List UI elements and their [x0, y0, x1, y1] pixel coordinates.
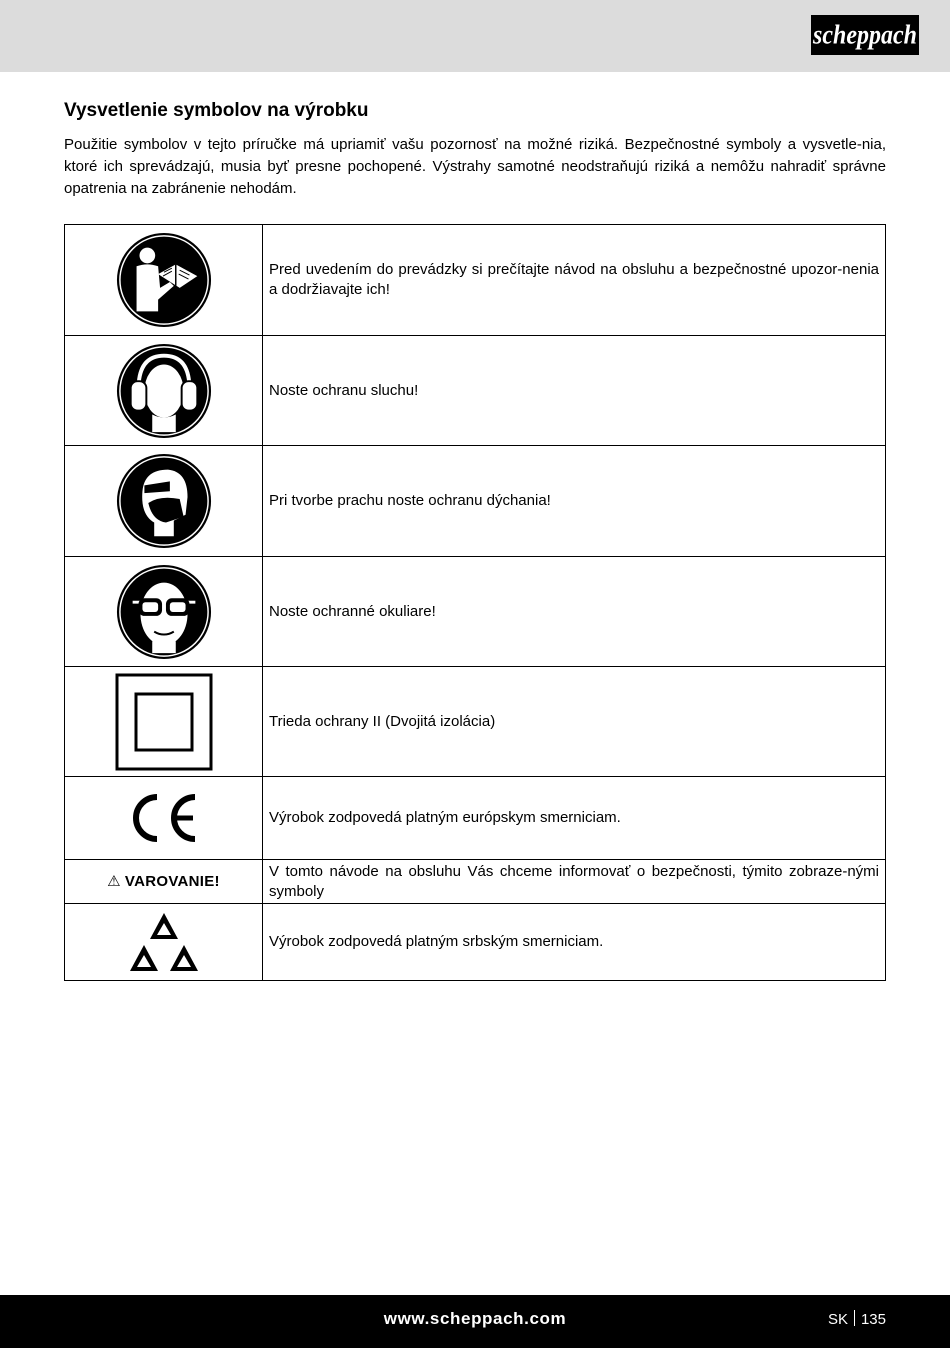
- page-number-value: 135: [860, 1311, 886, 1328]
- language-code: SK: [827, 1311, 848, 1328]
- row-text: Pri tvorbe prachu noste ochranu dýchania!: [263, 446, 886, 557]
- table-row: [65, 777, 886, 860]
- table-row: [65, 667, 886, 777]
- table-row: [65, 557, 886, 667]
- read-manual-icon: [115, 231, 213, 329]
- footer-url: www.scheppach.com: [383, 1309, 567, 1328]
- header-band: [0, 0, 950, 72]
- row-text: Trieda ochrany II (Dvojitá izolácia): [263, 667, 886, 777]
- respiratory-protection-icon: [115, 452, 213, 550]
- warning-label-text: VAROVANIE!: [124, 873, 220, 890]
- double-insulation-icon: [115, 673, 213, 771]
- ce-mark-icon: [129, 793, 199, 843]
- page-number: [828, 1310, 886, 1328]
- icon-cell: [65, 904, 263, 981]
- row-text: V tomto návode na obsluhu Vás chceme informovať o bezpečnosti, týmito zobraze-nými symboly: [263, 860, 886, 904]
- table-row: [65, 860, 886, 904]
- serbian-conformity-icon: [126, 909, 202, 975]
- icon-cell: [65, 667, 263, 777]
- intro-paragraph: Použitie symbolov v tejto príručke má upriamiť vašu pozornosť na možné riziká. Bezpečnostné symboly a vysvetle-nia, ktoré ich sprevádzajú, musia byť presne pochopené. Výstrahy samotné neodstraňujú riziká a nemôžu nahradiť správne opatrenia na zabránenie nehodám.: [64, 136, 886, 197]
- page-title: Vysvetlenie symbolov na výrobku: [64, 100, 369, 121]
- row-text: Výrobok zodpovedá platným srbským smerniciam.: [263, 904, 886, 981]
- row-text: Noste ochranné okuliare!: [263, 557, 886, 667]
- svg-text:scheppach: scheppach: [813, 19, 917, 51]
- table-row: [65, 336, 886, 446]
- row-text: Výrobok zodpovedá platným európskym smerniciam.: [263, 777, 886, 860]
- icon-cell: [65, 336, 263, 446]
- warning-triangle-icon: ⚠: [107, 873, 121, 890]
- row-text: Noste ochranu sluchu!: [263, 336, 886, 446]
- icon-cell: [65, 860, 263, 904]
- safety-goggles-icon: [115, 563, 213, 661]
- table-row: [65, 225, 886, 336]
- hearing-protection-icon: [115, 342, 213, 440]
- icon-cell: [65, 225, 263, 336]
- symbols-table: [64, 224, 886, 981]
- icon-cell: [65, 557, 263, 667]
- table-row: [65, 446, 886, 557]
- icon-cell: [65, 446, 263, 557]
- footer: [0, 1295, 950, 1348]
- warning-label: [107, 873, 220, 890]
- scheppach-logo: [811, 15, 919, 55]
- row-text: Pred uvedením do prevádzky si prečítajte návod na obsluhu a bezpečnostné upozor-nenia a dodržiavajte ich!: [263, 225, 886, 336]
- table-row: [65, 904, 886, 981]
- separator: [854, 1310, 855, 1326]
- icon-cell: [65, 777, 263, 860]
